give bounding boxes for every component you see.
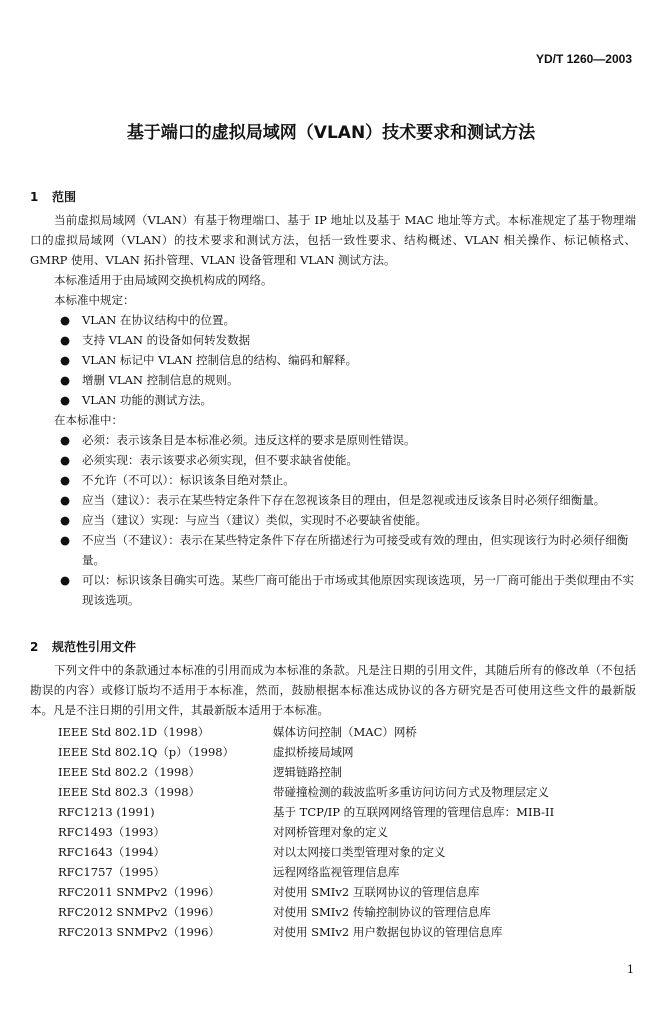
- bullet-icon: ●: [60, 353, 71, 367]
- list-item: ● VLAN 标记中 VLAN 控制信息的结构、编码和解释。: [60, 350, 638, 370]
- bullet-icon: ●: [60, 493, 71, 507]
- section-2-number: 2: [30, 640, 39, 654]
- document-title: 基于端口的虚拟局域网（VLAN）技术要求和测试方法: [126, 123, 536, 143]
- reference-code: RFC2011 SNMPv2（1996）: [58, 885, 220, 899]
- list-item: ● 增删 VLAN 控制信息的规则。: [60, 370, 638, 390]
- bullet-icon: ●: [60, 573, 71, 587]
- list-item: ● 不应当（不建议）：表示在某些特定条件下存在所描述行为可接受或有效的理由，但实现该行为时必须仔细衡量。: [60, 530, 638, 570]
- reference-code: RFC2013 SNMPv2（1996）: [58, 925, 220, 939]
- reference-title: 对使用 SMIv2 用户数据包协议的管理信息库: [273, 925, 503, 939]
- table-row: [58, 762, 554, 782]
- reference-code: IEEE Std 802.1D（1998）: [58, 725, 210, 739]
- bullet-icon: ●: [60, 313, 71, 327]
- reference-title: 对以太网接口类型管理对象的定义: [273, 845, 446, 859]
- bullet-icon: ●: [60, 533, 71, 547]
- scope-intro-paragraph: 当前虚拟局域网（VLAN）有基于物理端口、基于 IP 地址以及基于 MAC 地址等方式。本标准规定了基于物理端口的虚拟局域网（VLAN）的技术要求和测试方法，包括一致性要求、结构概述、VLAN 相关操作、标记帧格式、GMRP 使用、VLAN 拓扑管理、VLAN 设备管理和 VLAN 测试方法。: [30, 213, 636, 267]
- table-row: [58, 722, 554, 742]
- section-1-number: 1: [30, 190, 39, 204]
- table-row: [58, 802, 554, 822]
- list-item: ● 必须实现：表示该要求必须实现，但不要求缺省使能。: [60, 450, 638, 470]
- table-row: [58, 902, 554, 922]
- reference-code: IEEE Std 802.2（1998）: [58, 765, 201, 779]
- references-table: [58, 722, 554, 942]
- reference-title: 对网桥管理对象的定义: [273, 825, 388, 839]
- reference-title: 虚拟桥接局域网: [273, 745, 354, 759]
- list-item: ● 必须：表示该条目是本标准必须。违反这样的要求是原则性错误。: [60, 430, 638, 450]
- reference-title: 媒体访问控制（MAC）网桥: [273, 725, 417, 739]
- list-item: ● 应当（建议）：表示在某些特定条件下存在忽视该条目的理由，但是忽视或违反该条目时必须仔细衡量。: [60, 490, 638, 510]
- table-row: [58, 862, 554, 882]
- page-number: 1: [627, 963, 634, 976]
- bullet-icon: ●: [60, 453, 71, 467]
- table-row: [58, 822, 554, 842]
- terms-list: [60, 430, 638, 610]
- reference-title: 逻辑链路控制: [273, 765, 342, 779]
- reference-code: RFC1757（1995）: [58, 865, 165, 879]
- reference-title: 带碰撞检测的载波监听多重访问访问方式及物理层定义: [273, 785, 549, 799]
- terms-label: 在本标准中：: [54, 413, 123, 427]
- reference-code: IEEE Std 802.1Q（p）（1998）: [58, 745, 235, 759]
- bullet-icon: ●: [60, 373, 71, 387]
- reference-code: RFC1643（1994）: [58, 845, 165, 859]
- section-2-title: 规范性引用文件: [52, 640, 137, 654]
- bullet-icon: ●: [60, 333, 71, 347]
- reference-title: 基于 TCP/IP 的互联网网络管理的管理信息库：MIB-II: [273, 805, 555, 819]
- specifies-list: [60, 310, 638, 410]
- reference-code: RFC1213 (1991): [58, 805, 155, 819]
- section-1-heading: [30, 188, 76, 205]
- reference-title: 对使用 SMIv2 互联网协议的管理信息库: [273, 885, 480, 899]
- reference-code: RFC2012 SNMPv2（1996）: [58, 905, 220, 919]
- table-row: [58, 882, 554, 902]
- section-2-heading: [30, 638, 136, 655]
- list-item: ● VLAN 在协议结构中的位置。: [60, 310, 638, 330]
- reference-code: RFC1493（1993）: [58, 825, 165, 839]
- list-item: ● 应当（建议）实现：与应当（建议）类似，实现时不必要缺省使能。: [60, 510, 638, 530]
- bullet-icon: ●: [60, 393, 71, 407]
- scope-applies-text: 本标准适用于由局域网交换机构成的网络。: [54, 273, 273, 287]
- list-item: ● 可以：标识该条目确实可选。某些厂商可能出于市场或其他原因实现该选项，另一厂商可能出于类似理由不实现该选项。: [60, 570, 638, 610]
- table-row: [58, 842, 554, 862]
- table-row: [58, 922, 554, 942]
- bullet-icon: ●: [60, 513, 71, 527]
- list-item: ● 不允许（不可以）：标识该条目绝对禁止。: [60, 470, 638, 490]
- reference-code: IEEE Std 802.3（1998）: [58, 785, 201, 799]
- list-item: ● 支持 VLAN 的设备如何转发数据: [60, 330, 638, 350]
- bullet-icon: ●: [60, 473, 71, 487]
- table-row: [58, 782, 554, 802]
- reference-title: 对使用 SMIv2 传输控制协议的管理信息库: [273, 905, 491, 919]
- specifies-label: 本标准中规定：: [54, 293, 135, 307]
- standard-code: YD/T 1260—2003: [535, 52, 632, 66]
- list-item: ● VLAN 功能的测试方法。: [60, 390, 638, 410]
- normative-refs-intro-paragraph: 下列文件中的条款通过本标准的引用而成为本标准的条款。凡是注日期的引用文件，其随后所有的修改单（不包括勘误的内容）或修订版均不适用于本标准，然而，鼓励根据本标准达成协议的各方研究是否可使用这些文件的最新版本。凡是不注日期的引用文件，其最新版本适用于本标准。: [30, 663, 636, 717]
- section-1-title: 范围: [52, 190, 77, 204]
- table-row: [58, 742, 554, 762]
- reference-title: 远程网络监视管理信息库: [273, 865, 400, 879]
- bullet-icon: ●: [60, 433, 71, 447]
